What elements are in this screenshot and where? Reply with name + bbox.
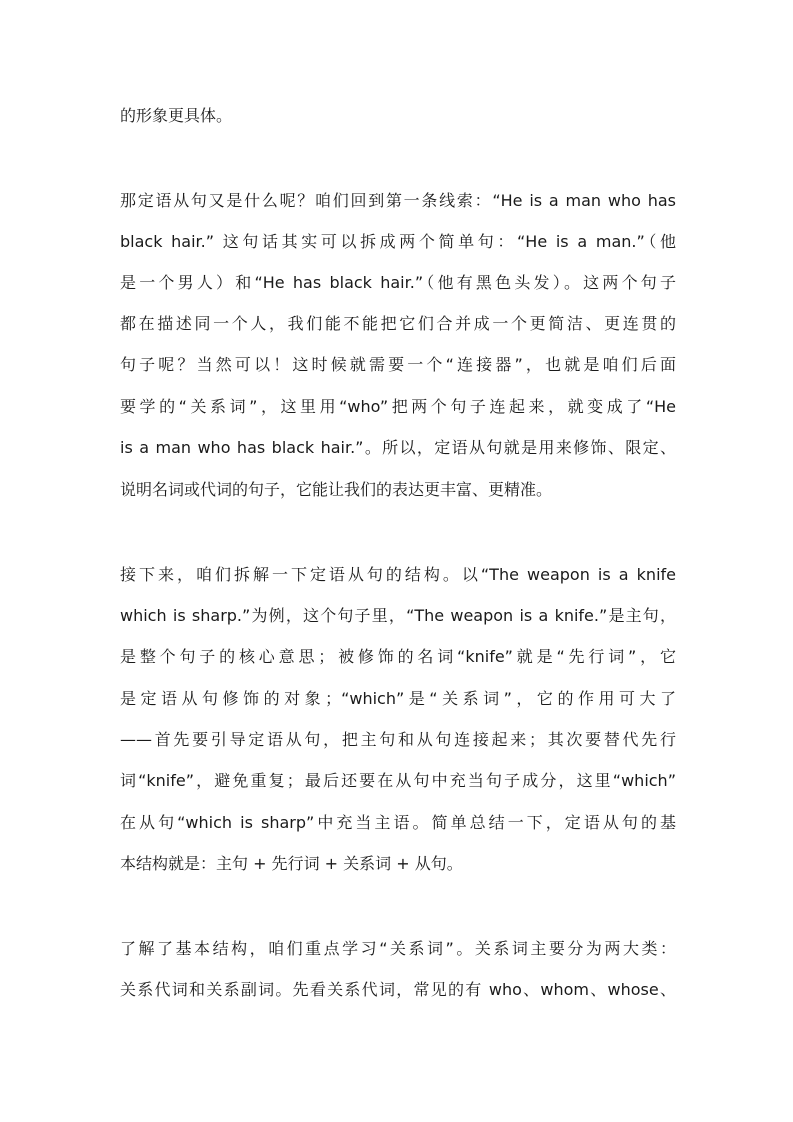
paragraph-2-line-4: 都在描述同一个人，我们能不能把它们合并成一个更简洁、更连贯的 [120, 314, 676, 333]
paragraph-4-line-1: 了解了基本结构，咱们重点学习“关系词”。关系词主要分为两大类： [120, 939, 676, 958]
paragraph-2-line-7: is a man who has black hair.”。所以，定语从句就是用来修饰、限定、 [120, 438, 676, 457]
paragraph-2-line-8: 说明名词或代词的句子，它能让我们的表达更丰富、更精准。 [120, 480, 553, 499]
paragraph-3-line-8: 本结构就是：主句 + 先行词 + 关系词 + 从句。 [120, 854, 463, 873]
paragraph-3-line-5: ——首先要引导定语从句，把主句和从句连接起来；其次要替代先行 [120, 730, 676, 749]
paragraph-2-line-5: 句子呢？当然可以！这时候就需要一个“连接器”，也就是咱们后面 [120, 355, 676, 374]
paragraph-3-line-2: which is sharp.”为例，这个句子里，“The weapon is a knife.”是主句， [120, 606, 676, 625]
paragraph-2-line-6: 要学的“关系词”，这里用“who”把两个句子连起来，就变成了“He [120, 397, 676, 416]
paragraph-3-line-7: 在从句“which is sharp”中充当主语。简单总结一下，定语从句的基 [120, 813, 676, 832]
paragraph-2-line-2: black hair.” 这句话其实可以拆成两个简单句：“He is a man.”（他 [120, 232, 676, 251]
paragraph-3-line-3: 是整个句子的核心意思；被修饰的名词“knife”就是“先行词”，它 [120, 647, 676, 666]
paragraph-2-line-3: 是一个男人）和“He has black hair.”（他有黑色头发）。这两个句子 [120, 273, 676, 292]
paragraph-3-line-1: 接下来，咱们拆解一下定语从句的结构。以“The weapon is a knife [120, 565, 676, 584]
paragraph-1-line-1: 的形象更具体。 [120, 106, 233, 125]
paragraph-2-line-1: 那定语从句又是什么呢？咱们回到第一条线索：“He is a man who has [120, 191, 676, 210]
paragraph-3-line-6: 词“knife”，避免重复；最后还要在从句中充当句子成分，这里“which” [120, 771, 676, 790]
paragraph-4-line-2: 关系代词和关系副词。先看关系代词，常见的有 who、whom、whose、 [120, 980, 676, 999]
paragraph-3-line-4: 是定语从句修饰的对象；“which”是“关系词”，它的作用可大了 [120, 689, 676, 708]
